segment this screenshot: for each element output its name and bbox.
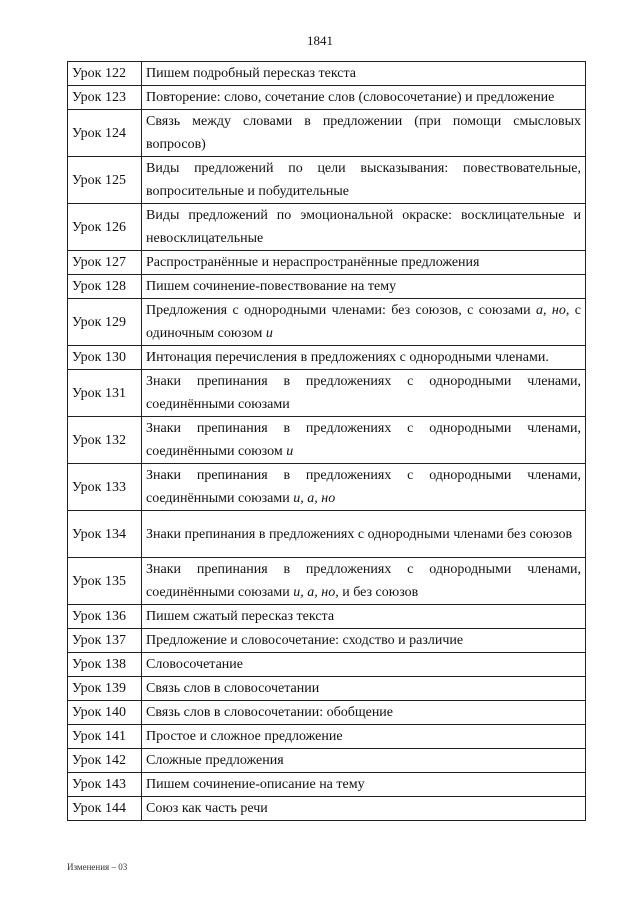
- table-row: [68, 629, 586, 653]
- lesson-topic: Простое и сложное предложение: [142, 725, 586, 749]
- lesson-number: Урок 141: [68, 725, 142, 749]
- lesson-topic: Пишем сжатый пересказ текста: [142, 605, 586, 629]
- lesson-topic: [142, 558, 586, 605]
- table-row: [68, 701, 586, 725]
- lesson-number: Урок 123: [68, 86, 142, 110]
- lesson-number: Урок 138: [68, 653, 142, 677]
- topic-text: Знаки препинания в предложениях с однородными членами, соединёнными союзом: [146, 421, 581, 459]
- table-row: [68, 110, 586, 157]
- table-row: [68, 558, 586, 605]
- topic-italic: и, а, но: [293, 585, 336, 600]
- lesson-number: Урок 132: [68, 417, 142, 464]
- table-row: [68, 86, 586, 110]
- table-row: [68, 773, 586, 797]
- lesson-topic: Виды предложений по эмоциональной окраске: восклицательные и невосклицательные: [142, 204, 586, 251]
- lesson-topic: Знаки препинания в предложениях с однородными членами без союзов: [142, 511, 586, 558]
- lesson-number: Урок 129: [68, 299, 142, 346]
- table-row: [68, 653, 586, 677]
- lesson-table: [67, 61, 586, 821]
- topic-text: , и без союзов: [335, 585, 419, 600]
- lesson-number: Урок 140: [68, 701, 142, 725]
- lesson-number: Урок 139: [68, 677, 142, 701]
- topic-italic: а, но: [536, 303, 566, 318]
- table-row: [68, 725, 586, 749]
- lesson-number: Урок 126: [68, 204, 142, 251]
- lesson-number: Урок 127: [68, 251, 142, 275]
- lesson-number: Урок 143: [68, 773, 142, 797]
- table-row: [68, 204, 586, 251]
- lesson-topic: Интонация перечисления в предложениях с однородными членами.: [142, 346, 586, 370]
- lesson-topic: Предложение и словосочетание: сходство и различие: [142, 629, 586, 653]
- lesson-number: Урок 134: [68, 511, 142, 558]
- lesson-topic: Знаки препинания в предложениях с однородными членами, соединёнными союзами: [142, 370, 586, 417]
- lesson-number: Урок 142: [68, 749, 142, 773]
- lesson-topic: [142, 417, 586, 464]
- lesson-number: Урок 131: [68, 370, 142, 417]
- table-row: [68, 677, 586, 701]
- table-row: [68, 346, 586, 370]
- table-row: [68, 511, 586, 558]
- topic-italic: и: [286, 444, 294, 459]
- table-row: [68, 797, 586, 821]
- lesson-number: Урок 130: [68, 346, 142, 370]
- lesson-topic: Повторение: слово, сочетание слов (словосочетание) и предложение: [142, 86, 586, 110]
- table-row: [68, 464, 586, 511]
- lesson-topic: Связь между словами в предложении (при помощи смысловых вопросов): [142, 110, 586, 157]
- lesson-topic: [142, 299, 586, 346]
- lesson-number: Урок 135: [68, 558, 142, 605]
- lesson-number: Урок 144: [68, 797, 142, 821]
- lesson-topic: Виды предложений по цели высказывания: повествовательные, вопросительные и побудительные: [142, 157, 586, 204]
- lesson-topic: Словосочетание: [142, 653, 586, 677]
- page-number: 1841: [307, 33, 333, 48]
- lesson-topic: Пишем сочинение-описание на тему: [142, 773, 586, 797]
- lesson-topic: Пишем подробный пересказ текста: [142, 62, 586, 86]
- table-row: [68, 157, 586, 204]
- table-row: [68, 605, 586, 629]
- table-row: [68, 370, 586, 417]
- lesson-number: Урок 136: [68, 605, 142, 629]
- topic-italic: и, а, но: [293, 491, 336, 506]
- footer-revision: Изменения – 03: [67, 862, 128, 872]
- lesson-number: Урок 124: [68, 110, 142, 157]
- topic-text: Знаки препинания в предложениях с однородными членами, соединёнными союзами: [146, 468, 581, 506]
- lesson-number: Урок 125: [68, 157, 142, 204]
- table-row: [68, 275, 586, 299]
- lesson-number: Урок 137: [68, 629, 142, 653]
- table-row: [68, 62, 586, 86]
- lesson-number: Урок 133: [68, 464, 142, 511]
- lesson-topic: Союз как часть речи: [142, 797, 586, 821]
- lesson-number: Урок 128: [68, 275, 142, 299]
- lesson-number: Урок 122: [68, 62, 142, 86]
- table-row: [68, 417, 586, 464]
- lesson-topic: Пишем сочинение-повествование на тему: [142, 275, 586, 299]
- lesson-topic: [142, 464, 586, 511]
- topic-text: Предложения с однородными членами: без союзов, с союзами: [146, 303, 536, 318]
- topic-italic: и: [265, 326, 273, 341]
- table-row: [68, 749, 586, 773]
- lesson-topic: Распространённые и нераспространённые предложения: [142, 251, 586, 275]
- table-row: [68, 299, 586, 346]
- topic-text: , с одиночным союзом: [146, 303, 581, 341]
- topic-text: Знаки препинания в предложениях с однородными членами, соединёнными союзами: [146, 562, 581, 600]
- table-row: [68, 251, 586, 275]
- lesson-topic: Связь слов в словосочетании: [142, 677, 586, 701]
- lesson-topic: Сложные предложения: [142, 749, 586, 773]
- lesson-topic: Связь слов в словосочетании: обобщение: [142, 701, 586, 725]
